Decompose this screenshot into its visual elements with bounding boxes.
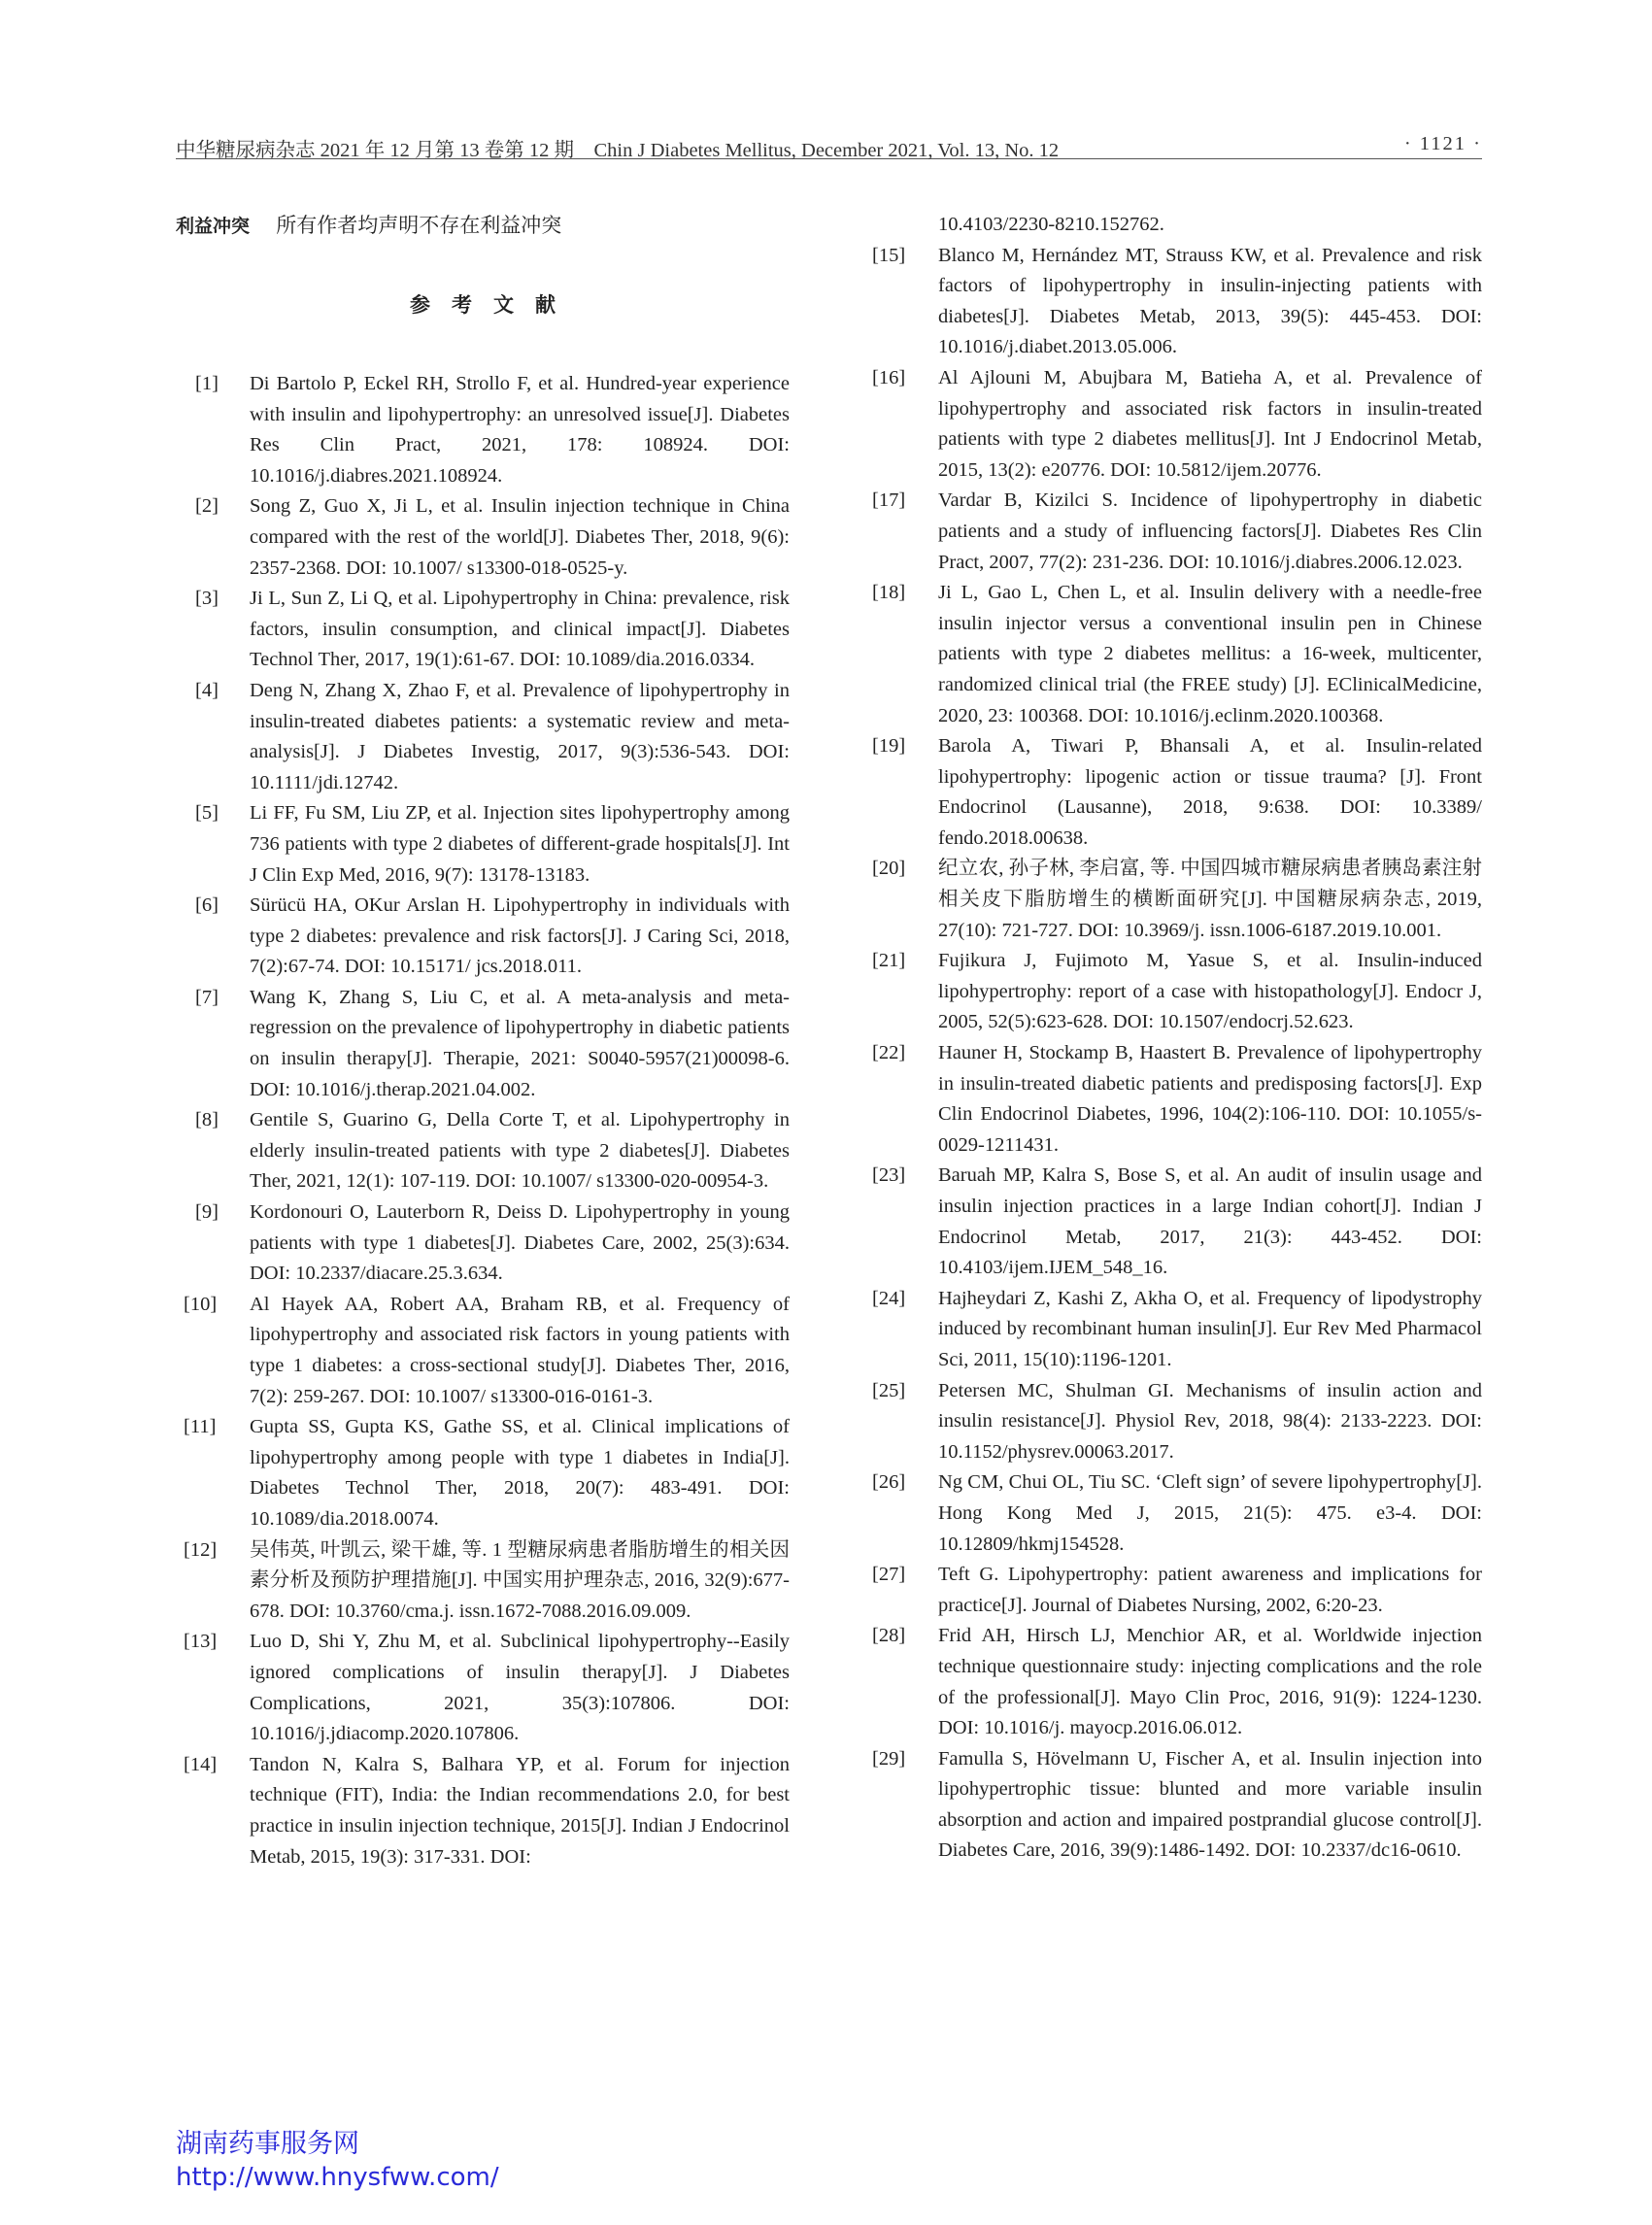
reference-number: [29] [872,1747,906,1770]
journal-citation: 中华糖尿病杂志 2021 年 12 月第 13 卷第 12 期 Chin J Diabetes Mellitus, December 2021, Vol. 13, No. 12 [176,140,1060,161]
reference-text: Di Bartolo P, Eckel RH, Strollo F, et al. Hundred-year experience with insulin and lipohypertrophy: an unresolved issue[J]. Diabetes Res Clin Pract, 2021, 178: 108924. DOI: 10.1016/j.diabres.2021.108924. [250,373,790,487]
reference-number: [7] [195,986,219,1008]
reference-number: [8] [195,1109,219,1131]
watermark-footer [176,2128,499,2194]
reference-number: [23] [872,1164,906,1187]
reference-item [176,1412,790,1534]
reference-item [176,1750,790,1872]
reference-number: [9] [195,1201,219,1224]
reference-number: [28] [872,1625,906,1647]
reference-text: Vardar B, Kizilci S. Incidence of lipohypertrophy in diabetic patients and a study of influencing factors[J]. Diabetes Res Clin Pract, 2007, 77(2): 231-236. DOI: 10.1016/j.diabres.2006.12.023. [938,489,1482,573]
reference-text: Hauner H, Stockamp B, Haastert B. Prevalence of lipohypertrophy in insulin-treated diabetic patients and predisposing factors[J]. Exp Clin Endocrinol Diabetes, 1996, 104(2):106-110. DOI: 10.1055/s-0029-1211431. [938,1042,1482,1156]
reference-item [864,486,1482,578]
reference-item [176,369,790,491]
reference-item [176,891,790,983]
reference-text: Ji L, Gao L, Chen L, et al. Insulin delivery with a needle-free insulin injector versus a conventional insulin pen in Chinese patients with type 2 diabetes mellitus: a 16-week, multicenter, randomized clinical trial (the FREE study) [J]. EClinicalMedicine, 2020, 23: 100368. DOI: 10.1016/j.eclinm.2020.100368. [938,582,1482,726]
reference-number: [21] [872,950,906,972]
reference-number: [16] [872,366,906,388]
references-right-column [864,210,1482,1867]
reference-text: Song Z, Guo X, Ji L, et al. Insulin injection technique in China compared with the rest of the world[J]. Diabetes Ther, 2018, 9(6): 2357-2368. DOI: 10.1007/ s13300-018-0525-y. [250,495,790,579]
reference-text: 纪立农, 孙子林, 李启富, 等. 中国四城市糖尿病患者胰岛素注射相关皮下脂肪增生的横断面研究[J]. 中国糖尿病杂志, 2019, 27(10): 721-727. DOI: 10.3969/j. issn.1006-6187.2019.10.001. [938,858,1482,941]
reference-text: Al Hayek AA, Robert AA, Braham RB, et al. Frequency of lipohypertrophy and associated risk factors in young patients with type 1 diabetes: a cross-sectional study[J]. Diabetes Ther, 2016, 7(2): 259-267. DOI: 10.1007/ s13300-016-0161-3. [250,1293,790,1407]
reference-number: [26] [872,1471,906,1494]
reference-text: Blanco M, Hernández MT, Strauss KW, et al. Prevalence and risk factors of lipohypertrophy in insulin-injecting patients with diabetes[J]. Diabetes Metab, 2013, 39(5): 445-453. DOI: 10.1016/j.diabet.2013.05.006. [938,244,1482,358]
conflict-of-interest [176,210,561,239]
reference-item [864,1744,1482,1867]
reference-text: 吴伟英, 叶凯云, 梁干雄, 等. 1 型糖尿病患者脂肪增生的相关因素分析及预防护理措施[J]. 中国实用护理杂志, 2016, 32(9):677-678. DOI: 10.3760/cma.j. issn.1672-7088.2016.09.009. [250,1538,790,1622]
reference-text: Sürücü HA, OKur Arslan H. Lipohypertrophy in individuals with type 2 diabetes: prevalence and risk factors[J]. J Caring Sci, 2018, 7(2):67-74. DOI: 10.15171/ jcs.2018.011. [250,894,790,978]
reference-number: [24] [872,1287,906,1309]
reference-item [176,983,790,1105]
reference-text: Luo D, Shi Y, Zhu M, et al. Subclinical lipohypertrophy--Easily ignored complications of insulin therapy[J]. J Diabetes Complications, 2021, 35(3):107806. DOI: 10.1016/j.jdiacomp.2020.107806. [250,1631,790,1745]
reference-number: [20] [872,858,906,880]
reference-item [864,1467,1482,1560]
reference-number: [14] [184,1753,218,1775]
reference-item [176,1105,790,1197]
reference-text: Barola A, Tiwari P, Bhansali A, et al. Insulin-related lipohypertrophy: lipogenic action or tissue trauma? [J]. Front Endocrinol (Lausanne), 2018, 9:638. DOI: 10.3389/ fendo.2018.00638. [938,735,1482,849]
conflict-label: 利益冲突 [176,216,251,237]
reference-number: [10] [184,1293,218,1315]
reference-number: [13] [184,1631,218,1653]
reference-number: [3] [195,588,219,610]
reference-item [864,854,1482,946]
reference-text: Hajheydari Z, Kashi Z, Akha O, et al. Frequency of lipodystrophy induced by recombinant human insulin[J]. Eur Rev Med Pharmacol Sci, 2011, 15(10):1196-1201. [938,1287,1482,1370]
reference-text: Kordonouri O, Lauterborn R, Deiss D. Lipohypertrophy in young patients with type 1 diabetes[J]. Diabetes Care, 2002, 25(3):634. DOI: 10.2337/diacare.25.3.634. [250,1201,790,1285]
reference-number: [25] [872,1379,906,1401]
conflict-text: 所有作者均声明不存在利益冲突 [276,214,562,237]
reference-item [864,1284,1482,1376]
reference-item [176,1535,790,1628]
reference-number: [5] [195,802,219,825]
reference-number: [4] [195,679,219,701]
reference-item [176,798,790,891]
reference-item [864,731,1482,854]
reference-number: [27] [872,1564,906,1586]
reference-item [176,676,790,798]
reference-number: [2] [195,495,219,518]
reference-text: Teft G. Lipohypertrophy: patient awareness and implications for practice[J]. Journal of Diabetes Nursing, 2002, 6:20-23. [938,1564,1482,1616]
reference-item [864,363,1482,486]
reference-number: [15] [872,244,906,266]
reference-item [864,578,1482,731]
running-header [176,127,1482,159]
reference-number: [6] [195,894,219,917]
reference-item [864,1161,1482,1283]
reference-text: Wang K, Zhang S, Liu C, et al. A meta-analysis and meta-regression on the prevalence of lipohypertrophy in diabetic patients on insulin therapy[J]. Therapie, 2021: S0040-5957(21)00098-6. DOI: 10.1016/j.therap.2021.04.002. [250,986,790,1100]
site-url-link[interactable]: http://www.hnysfww.com/ [176,2163,499,2192]
reference-number: [1] [195,373,219,394]
reference-text: Fujikura J, Fujimoto M, Yasue S, et al. Insulin-induced lipohypertrophy: report of a case with histopathology[J]. Endocr J, 2005, 52(5):623-628. DOI: 10.1507/endocrj.52.623. [938,950,1482,1033]
reference-item [176,1197,790,1290]
reference-item [176,584,790,676]
reference-number: [11] [184,1416,217,1438]
reference-text: Petersen MC, Shulman GI. Mechanisms of insulin action and insulin resistance[J]. Physiol Rev, 2018, 98(4): 2133-2223. DOI: 10.1152/physrev.00063.2017. [938,1379,1482,1463]
reference-text: Famulla S, Hövelmann U, Fischer A, et al. Insulin injection into lipohypertrophic tissue: blunted and more variable insulin absorption and action and impaired postprandial glucose control[J]. Diabetes Care, 2016, 39(9):1486-1492. DOI: 10.2337/dc16-0610. [938,1747,1482,1862]
reference-item [864,1560,1482,1621]
reference-text: Ji L, Sun Z, Li Q, et al. Lipohypertrophy in China: prevalence, risk factors, insulin consumption, and clinical impact[J]. Diabetes Technol Ther, 2017, 19(1):61-67. DOI: 10.1089/dia.2016.0334. [250,588,790,671]
references-heading: 参考文献 [410,293,577,317]
reference-text: Baruah MP, Kalra S, Bose S, et al. An audit of insulin usage and insulin injection practices in a large Indian cohort[J]. Indian J Endocrinol Metab, 2017, 21(3): 443-452. DOI: 10.4103/ijem.IJEM_548_16. [938,1164,1482,1279]
reference-item [176,1290,790,1412]
reference-item [864,1621,1482,1743]
reference-item [864,946,1482,1038]
reference-item [176,491,790,584]
references-left-column [176,369,790,1872]
reference-text: Gupta SS, Gupta KS, Gathe SS, et al. Clinical implications of lipohypertrophy among people with type 1 diabetes in India[J]. Diabetes Technol Ther, 2018, 20(7): 483-491. DOI: 10.1089/dia.2018.0074. [250,1416,790,1530]
reference-number: [12] [184,1538,218,1561]
reference-number: [17] [872,489,906,512]
reference-text: Tandon N, Kalra S, Balhara YP, et al. Forum for injection technique (FIT), India: the Indian recommendations 2.0, for best practice in insulin injection technique, 2015[J]. Indian J Endocrinol Metab, 2015, 19(3): 317-331. DOI: [250,1753,790,1868]
reference-text: Frid AH, Hirsch LJ, Menchior AR, et al. Worldwide injection technique questionnaire study: injecting complications and the role of the professional[J]. Mayo Clin Proc, 2016, 91(9): 1224-1230. DOI: 10.1016/j. mayocp.2016.06.012. [938,1625,1482,1739]
reference-item [864,1376,1482,1468]
reference-item [864,210,1482,241]
reference-number: [19] [872,735,906,758]
reference-item [864,241,1482,363]
reference-text: Deng N, Zhang X, Zhao F, et al. Prevalence of lipohypertrophy in insulin-treated diabetes patients: a systematic review and meta-analysis[J]. J Diabetes Investig, 2017, 9(3):536-543. DOI: 10.1111/jdi.12742. [250,679,790,793]
reference-number: [18] [872,582,906,604]
reference-item [176,1627,790,1749]
reference-text: Al Ajlouni M, Abujbara M, Batieha A, et al. Prevalence of lipohypertrophy and associated risk factors in insulin-treated patients with type 2 diabetes mellitus[J]. Int J Endocrinol Metab, 2015, 13(2): e20776. DOI: 10.5812/ijem.20776. [938,366,1482,481]
reference-text: Gentile S, Guarino G, Della Corte T, et al. Lipohypertrophy in elderly insulin-treated patients with type 2 diabetes[J]. Diabetes Ther, 2021, 12(1): 107-119. DOI: 10.1007/ s13300-020-00954-3. [250,1109,790,1193]
reference-text: Ng CM, Chui OL, Tiu SC. ‘Cleft sign’ of severe lipohypertrophy[J]. Hong Kong Med J, 2015, 21(5): 475. e3-4. DOI: 10.12809/hkmj154528. [938,1471,1482,1555]
reference-item [864,1038,1482,1161]
reference-text: Li FF, Fu SM, Liu ZP, et al. Injection sites lipohypertrophy among 736 patients with type 2 diabetes of different-grade hospitals[J]. Int J Clin Exp Med, 2016, 9(7): 13178-13183. [250,802,790,886]
page-number: · 1121 · [1403,133,1482,154]
reference-text: 10.4103/2230-8210.152762. [938,214,1164,235]
reference-number: [22] [872,1042,906,1064]
site-name: 湖南药事服务网 [176,2129,359,2159]
